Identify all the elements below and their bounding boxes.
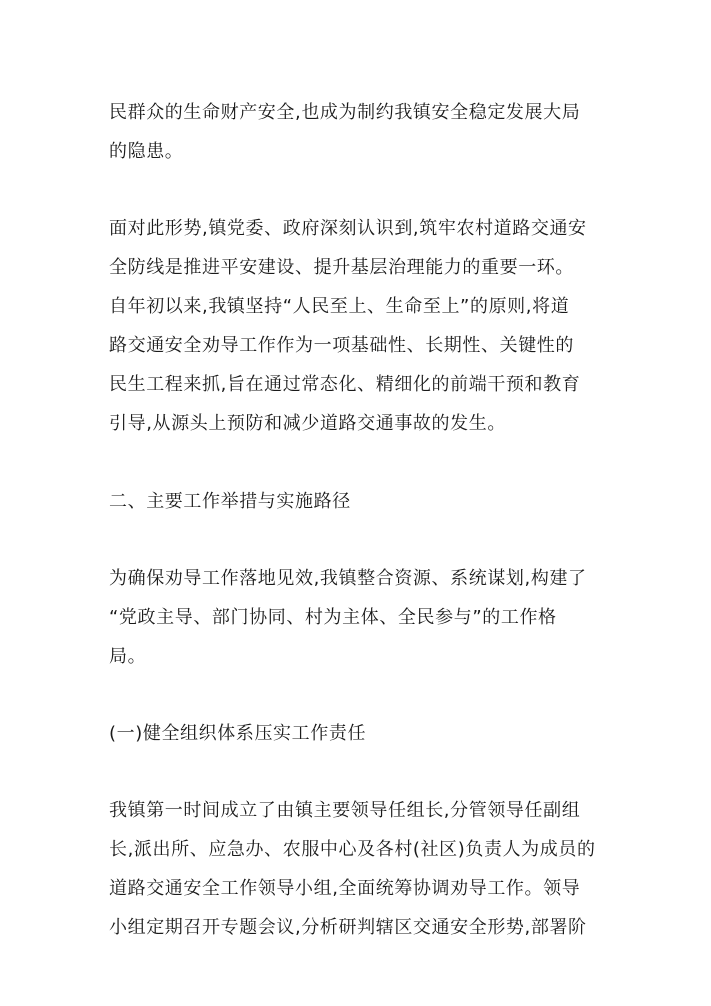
text-line: 全防线是推进平安建设、提升基层治理能力的重要一环。	[109, 257, 574, 278]
text-line: 的隐患。	[109, 141, 184, 162]
text-line: 路交通安全劝导工作作为一项基础性、长期性、关键性的	[109, 335, 574, 356]
subsection-heading: (一)健全组织体系压实工作责任	[109, 723, 367, 744]
text-line: 民生工程来抓,旨在通过常态化、精细化的前端干预和教育	[109, 374, 581, 395]
section-heading: 二、主要工作举措与实施路径	[109, 491, 351, 512]
text-line: 为确保劝导工作落地见效,我镇整合资源、系统谋划,构建了	[109, 568, 587, 589]
text-line: 自年初以来,我镇坚持“人民至上、生命至上”的原则,将道	[109, 296, 570, 317]
text-line: 面对此形势,镇党委、政府深刻认识到,筑牢农村道路交通安	[109, 218, 587, 239]
text-line: 小组定期召开专题会议,分析研判辖区交通安全形势,部署阶	[109, 917, 587, 938]
text-line: 长,派出所、应急办、农服中心及各村(社区)负责人为成员的	[109, 839, 596, 860]
text-line: 引导,从源头上预防和减少道路交通事故的发生。	[109, 413, 506, 434]
text-line: 我镇第一时间成立了由镇主要领导任组长,分管领导任副组	[109, 800, 581, 821]
text-line: 民群众的生命财产安全,也成为制约我镇安全稳定发展大局	[109, 102, 581, 123]
text-line: 道路交通安全工作领导小组,全面统筹协调劝导工作。领导	[109, 878, 581, 899]
text-line: 局。	[109, 646, 147, 667]
text-line: “党政主导、部门协同、村为主体、全民参与”的工作格	[109, 607, 557, 628]
